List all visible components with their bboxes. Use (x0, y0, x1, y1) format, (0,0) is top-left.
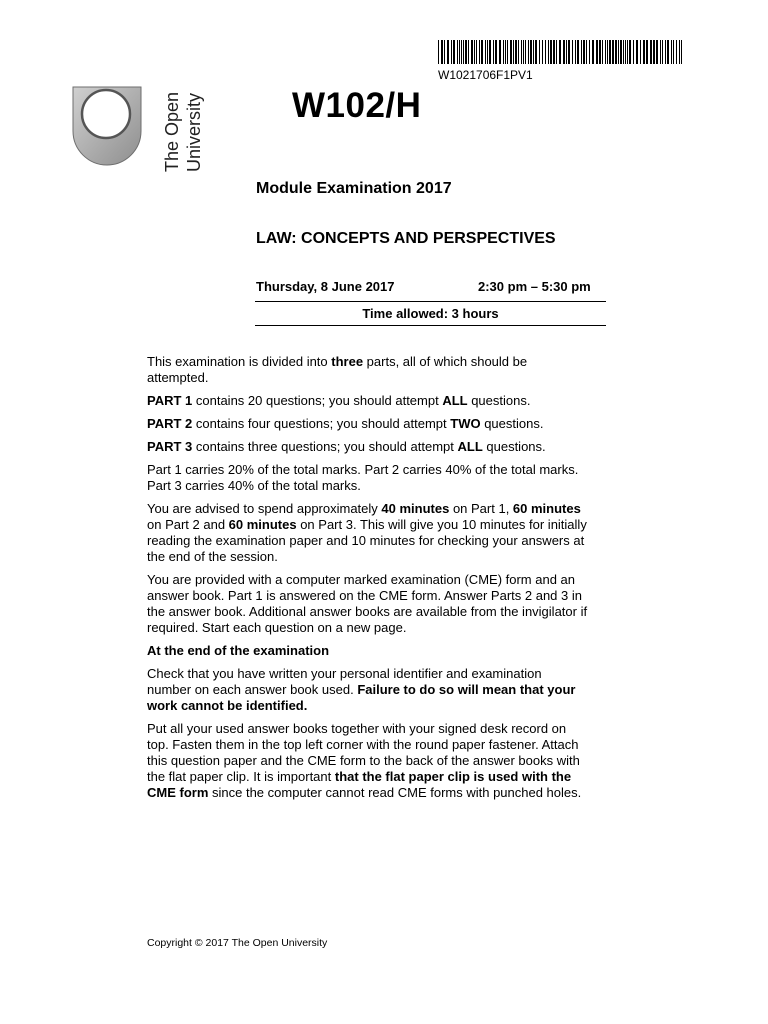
barcode-bar (629, 40, 631, 64)
barcode-bar (451, 40, 452, 64)
barcode-bar (457, 40, 458, 64)
divider-top (255, 301, 606, 302)
barcode-bar (602, 40, 603, 64)
barcode-bar (499, 40, 501, 64)
barcode-bar (667, 40, 669, 64)
barcode-bar (625, 40, 626, 64)
barcode-bar (505, 40, 506, 64)
barcode-bar (568, 40, 570, 64)
barcode-bar (653, 40, 655, 64)
barcode-bar (530, 40, 532, 64)
materials-paragraph: You are provided with a computer marked examination (CME) form and an answer book. Part 1 is answered on the CME form. Answer Parts 2 and 3 in the answer book. Additional answer books are available from the invigilator if required. Start each question on a new page. (147, 572, 588, 635)
barcode (438, 40, 686, 64)
barcode-bar (471, 40, 473, 64)
university-name-logotype (158, 86, 204, 172)
barcode-bar (673, 40, 674, 64)
fasten-paragraph: Put all your used answer books together with your signed desk record on top. Fasten them in the top left corner with the round paper fastener. Attach this question paper and the CME form to the back of the answer books with the flat paper clip. It is important that the flat paper clip is used with the CME form since the computer cannot read CME forms with punched holes. (147, 721, 582, 800)
barcode-bar (523, 40, 524, 64)
barcode-bar (627, 40, 628, 64)
barcode-bar (453, 40, 455, 64)
copyright-notice: Copyright © 2017 The Open University (147, 937, 328, 949)
barcode-bar (607, 40, 608, 64)
barcode-bar (577, 40, 579, 64)
barcode-bar (539, 40, 540, 64)
barcode-bar (636, 40, 638, 64)
module-code: W102/H (292, 86, 422, 125)
barcode-bar (447, 40, 449, 64)
barcode-bar (640, 40, 641, 64)
barcode-bar (559, 40, 561, 64)
course-title: LAW: CONCEPTS AND PERSPECTIVES (256, 230, 556, 247)
open-university-logo-icon (72, 86, 142, 166)
barcode-bar (583, 40, 585, 64)
barcode-bar (596, 40, 598, 64)
barcode-bar (485, 40, 486, 64)
barcode-bar (441, 40, 443, 64)
barcode-bar (487, 40, 488, 64)
barcode-bar (623, 40, 624, 64)
barcode-bar (633, 40, 634, 64)
barcode-bar (545, 40, 546, 64)
barcode-bar (533, 40, 534, 64)
barcode-bar (510, 40, 512, 64)
check-paragraph: Check that you have written your personal identifier and examination number on each answer book used. Failure to do so will mean that your work cannot be identified. (147, 666, 576, 713)
barcode-bar (612, 40, 614, 64)
barcode-bar (542, 40, 543, 64)
barcode-bar (459, 40, 460, 64)
part2-paragraph: PART 2 contains four questions; you should attempt TWO questions. (147, 416, 544, 431)
barcode-bar (676, 40, 677, 64)
barcode-bar (615, 40, 617, 64)
barcode-bar (572, 40, 573, 64)
barcode-bar (671, 40, 672, 64)
barcode-bar (495, 40, 497, 64)
barcode-number: W1021706F1PV1 (438, 68, 533, 82)
barcode-bar (665, 40, 666, 64)
barcode-bar (503, 40, 504, 64)
instructions (147, 354, 589, 808)
barcode-bar (605, 40, 606, 64)
end-of-exam-heading: At the end of the examination (147, 643, 330, 658)
part1-paragraph: PART 1 contains 20 questions; you should attempt ALL questions. (147, 393, 531, 408)
barcode-bar (463, 40, 464, 64)
barcode-bar (556, 40, 557, 64)
barcode-bar (476, 40, 477, 64)
university-name-line-1: The Open (162, 91, 182, 172)
barcode-bar (609, 40, 611, 64)
barcode-bar (528, 40, 529, 64)
barcode-bar (513, 40, 514, 64)
barcode-bar (660, 40, 661, 64)
barcode-bar (643, 40, 645, 64)
barcode-bar (586, 40, 587, 64)
barcode-bar (461, 40, 462, 64)
barcode-bar (481, 40, 483, 64)
university-name-line-2: University (184, 92, 204, 172)
barcode-bar (599, 40, 601, 64)
barcode-bar (566, 40, 567, 64)
time-allowed: Time allowed: 3 hours (362, 306, 499, 321)
barcode-bar (493, 40, 494, 64)
barcode-bar (681, 40, 682, 64)
barcode-bar (650, 40, 652, 64)
timing-paragraph: You are advised to spend approximately 40 minutes on Part 1, 60 minutes on Part 2 and 60 minutes on Part 3. This will give you 10 minutes for initially reading the examination paper and 10 minutes for checking your answers at the end of the session. (147, 501, 587, 564)
barcode-bar (589, 40, 590, 64)
barcode-bar (620, 40, 622, 64)
barcode-bar (521, 40, 522, 64)
barcode-bar (679, 40, 680, 64)
barcode-bar (479, 40, 480, 64)
barcode-bar (444, 40, 445, 64)
part3-paragraph: PART 3 contains three questions; you should attempt ALL questions. (147, 439, 546, 454)
barcode-bar (618, 40, 619, 64)
exam-time: 2:30 pm – 5:30 pm (478, 279, 591, 294)
barcode-bar (518, 40, 519, 64)
barcode-bar (525, 40, 526, 64)
barcode-bar (646, 40, 648, 64)
barcode-bar (662, 40, 663, 64)
barcode-bar (550, 40, 552, 64)
barcode-bar (438, 40, 439, 64)
marks-paragraph: Part 1 carries 20% of the total marks. Part 2 carries 40% of the total marks. Part 3 carries 40% of the total marks. (147, 462, 579, 493)
divider-bottom (255, 325, 606, 326)
exam-title: Module Examination 2017 (256, 180, 452, 197)
barcode-bar (489, 40, 491, 64)
barcode-bar (592, 40, 594, 64)
barcode-bar (553, 40, 555, 64)
barcode-bar (548, 40, 549, 64)
barcode-bar (507, 40, 508, 64)
barcode-bar (515, 40, 517, 64)
barcode-bar (468, 40, 469, 64)
barcode-bar (563, 40, 565, 64)
barcode-bar (535, 40, 537, 64)
barcode-bar (575, 40, 576, 64)
intro-paragraph: This examination is divided into three parts, all of which should be attempted. (147, 354, 528, 385)
barcode-bar (656, 40, 658, 64)
exam-date: Thursday, 8 June 2017 (256, 279, 395, 294)
barcode-bar (474, 40, 475, 64)
barcode-bar (581, 40, 582, 64)
barcode-bar (465, 40, 467, 64)
